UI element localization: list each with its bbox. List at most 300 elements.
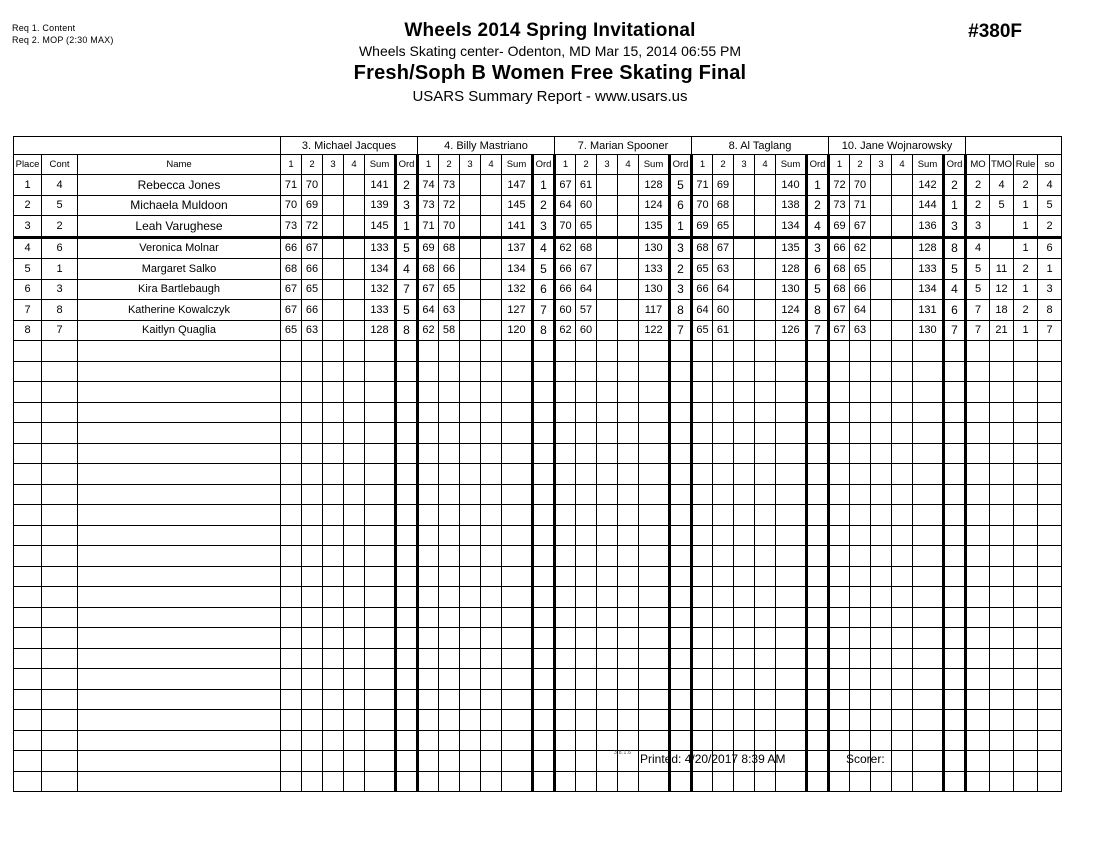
empty-cell [302, 607, 323, 628]
empty-cell [966, 669, 990, 690]
empty-cell [323, 771, 344, 792]
row-j5-score-4 [892, 216, 913, 238]
row-contestant-number: 8 [42, 300, 78, 321]
empty-cell [281, 730, 302, 751]
requirement-line-2: Req 2. MOP (2:30 MAX) [12, 35, 114, 45]
empty-cell [576, 382, 597, 403]
empty-cell [344, 730, 365, 751]
empty-cell [713, 423, 734, 444]
empty-cell [990, 423, 1014, 444]
row-place: 5 [14, 259, 42, 280]
empty-cell [418, 361, 439, 382]
empty-cell [78, 525, 281, 546]
col-header-j3-2: 2 [576, 155, 597, 175]
row-j3-score-2: 68 [576, 237, 597, 259]
empty-cell [1038, 587, 1062, 608]
row-j5-score-2: 65 [850, 259, 871, 280]
empty-cell [439, 587, 460, 608]
empty-cell [281, 505, 302, 526]
empty-cell [734, 546, 755, 567]
empty-cell [14, 484, 42, 505]
row-j4-score-4 [755, 195, 776, 216]
empty-cell [597, 710, 618, 731]
empty-cell [344, 341, 365, 362]
empty-cell [78, 423, 281, 444]
empty-cell [302, 648, 323, 669]
empty-cell [42, 382, 78, 403]
empty-cell [692, 566, 713, 587]
empty-cell [502, 628, 533, 649]
empty-cell [755, 361, 776, 382]
empty-cell [713, 382, 734, 403]
empty-cell [990, 546, 1014, 567]
empty-cell [944, 689, 966, 710]
row-j5-score-1: 67 [829, 320, 850, 341]
row-j3-score-4 [618, 279, 639, 300]
empty-cell [892, 751, 913, 772]
empty-cell [14, 361, 42, 382]
tail-header-spacer [966, 137, 1062, 155]
empty-cell [42, 751, 78, 772]
empty-cell [1038, 628, 1062, 649]
empty-cell [850, 566, 871, 587]
row-j3-score-3 [597, 195, 618, 216]
empty-cell [502, 607, 533, 628]
row-so: 8 [1038, 300, 1062, 321]
empty-cell [302, 423, 323, 444]
empty-cell [734, 443, 755, 464]
empty-cell [913, 484, 944, 505]
empty-cell [597, 464, 618, 485]
empty-cell [302, 730, 323, 751]
judge-header-5: 10. Jane Wojnarowsky [829, 137, 966, 155]
judge-header-4: 8. Al Taglang [692, 137, 829, 155]
empty-cell [281, 607, 302, 628]
empty-cell [807, 710, 829, 731]
empty-cell [597, 587, 618, 608]
empty-cell [913, 443, 944, 464]
row-j4-score-2: 67 [713, 237, 734, 259]
row-j4-score-1: 69 [692, 216, 713, 238]
empty-cell [365, 382, 396, 403]
row-j1-score-2: 65 [302, 279, 323, 300]
empty-cell [502, 587, 533, 608]
empty-cell [533, 771, 555, 792]
row-j4-score-3 [734, 259, 755, 280]
row-j3-score-4 [618, 300, 639, 321]
empty-cell [1038, 689, 1062, 710]
empty-cell [639, 730, 670, 751]
empty-cell [807, 771, 829, 792]
empty-cell [990, 689, 1014, 710]
row-rule: 1 [1014, 216, 1038, 238]
empty-cell [990, 402, 1014, 423]
empty-cell [418, 464, 439, 485]
empty-cell [533, 689, 555, 710]
empty-cell [418, 771, 439, 792]
row-so: 4 [1038, 175, 1062, 196]
empty-cell [481, 525, 502, 546]
empty-cell [1038, 546, 1062, 567]
row-j3-score-2: 61 [576, 175, 597, 196]
empty-cell [990, 710, 1014, 731]
empty-cell [713, 341, 734, 362]
row-j1-score-2: 70 [302, 175, 323, 196]
empty-cell [618, 730, 639, 751]
col-header-j1-2: 2 [302, 155, 323, 175]
empty-cell [639, 710, 670, 731]
row-j4-score-2: 61 [713, 320, 734, 341]
row-j5-score-3 [871, 300, 892, 321]
empty-cell [892, 546, 913, 567]
empty-cell [42, 628, 78, 649]
empty-cell [966, 730, 990, 751]
empty-cell [639, 525, 670, 546]
row-j5-ord: 5 [944, 259, 966, 280]
empty-cell [807, 423, 829, 444]
empty-cell [439, 505, 460, 526]
empty-cell [533, 751, 555, 772]
row-j3-score-3 [597, 279, 618, 300]
empty-cell [776, 689, 807, 710]
empty-cell [481, 546, 502, 567]
empty-cell [618, 710, 639, 731]
empty-cell [639, 423, 670, 444]
empty-cell [639, 607, 670, 628]
col-header-j1-sum: Sum [365, 155, 396, 175]
row-j5-score-4 [892, 237, 913, 259]
empty-cell [892, 341, 913, 362]
results-table [13, 136, 1062, 792]
empty-cell [576, 751, 597, 772]
row-j4-ord: 5 [807, 279, 829, 300]
empty-cell [597, 628, 618, 649]
row-mo: 4 [966, 237, 990, 259]
empty-cell [618, 341, 639, 362]
row-j4-score-2: 68 [713, 195, 734, 216]
empty-cell [576, 730, 597, 751]
empty-cell [990, 751, 1014, 772]
row-mo: 5 [966, 259, 990, 280]
empty-cell [755, 607, 776, 628]
empty-cell [734, 566, 755, 587]
empty-cell [555, 710, 576, 731]
empty-cell [78, 484, 281, 505]
row-j2-sum: 132 [502, 279, 533, 300]
col-header-j2-4: 4 [481, 155, 502, 175]
table-row-empty [14, 566, 1062, 587]
empty-cell [78, 689, 281, 710]
empty-cell [966, 751, 990, 772]
empty-cell [14, 587, 42, 608]
empty-cell [555, 689, 576, 710]
row-j2-score-1: 64 [418, 300, 439, 321]
empty-cell [502, 751, 533, 772]
row-j4-ord: 3 [807, 237, 829, 259]
empty-cell [14, 648, 42, 669]
row-j4-score-1: 66 [692, 279, 713, 300]
empty-cell [365, 607, 396, 628]
empty-cell [966, 587, 990, 608]
col-header-j1-3: 3 [323, 155, 344, 175]
empty-cell [460, 505, 481, 526]
report-subtitle: USARS Summary Report - www.usars.us [412, 88, 688, 105]
empty-cell [639, 341, 670, 362]
empty-cell [323, 525, 344, 546]
empty-cell [78, 505, 281, 526]
empty-cell [42, 546, 78, 567]
empty-cell [913, 771, 944, 792]
software-version: 3.8.1.6 [614, 750, 632, 756]
empty-cell [1014, 423, 1038, 444]
empty-cell [966, 710, 990, 731]
empty-cell [597, 730, 618, 751]
empty-cell [618, 546, 639, 567]
row-j1-score-3 [323, 300, 344, 321]
empty-cell [1014, 751, 1038, 772]
empty-cell [807, 566, 829, 587]
empty-cell [576, 607, 597, 628]
empty-cell [555, 607, 576, 628]
row-j5-score-3 [871, 175, 892, 196]
row-j5-score-2: 71 [850, 195, 871, 216]
empty-cell [555, 382, 576, 403]
empty-cell [42, 341, 78, 362]
row-j2-score-1: 69 [418, 237, 439, 259]
empty-cell [439, 669, 460, 690]
empty-cell [1014, 505, 1038, 526]
empty-cell [460, 710, 481, 731]
empty-cell [776, 525, 807, 546]
empty-cell [713, 505, 734, 526]
row-j4-ord: 1 [807, 175, 829, 196]
row-j2-score-1: 71 [418, 216, 439, 238]
row-j5-score-3 [871, 279, 892, 300]
empty-cell [990, 771, 1014, 792]
table-head [14, 137, 1062, 175]
row-j4-sum: 134 [776, 216, 807, 238]
row-j2-sum: 134 [502, 259, 533, 280]
row-j1-score-2: 67 [302, 237, 323, 259]
empty-cell [807, 443, 829, 464]
empty-cell [807, 607, 829, 628]
empty-cell [713, 648, 734, 669]
empty-cell [365, 443, 396, 464]
empty-cell [502, 484, 533, 505]
row-j5-sum: 130 [913, 320, 944, 341]
empty-cell [281, 464, 302, 485]
row-j5-ord: 3 [944, 216, 966, 238]
row-j1-score-2: 66 [302, 300, 323, 321]
empty-cell [990, 648, 1014, 669]
empty-cell [42, 525, 78, 546]
col-header-j5-2: 2 [850, 155, 871, 175]
empty-cell [502, 525, 533, 546]
empty-cell [850, 607, 871, 628]
empty-cell [692, 546, 713, 567]
judge-header-1: 3. Michael Jacques [281, 137, 418, 155]
empty-cell [344, 689, 365, 710]
empty-cell [460, 566, 481, 587]
empty-cell [418, 669, 439, 690]
col-header-name: Name [78, 155, 281, 175]
row-skater-name: Kira Bartlebaugh [78, 279, 281, 300]
empty-cell [502, 669, 533, 690]
row-contestant-number: 7 [42, 320, 78, 341]
row-j4-score-1: 71 [692, 175, 713, 196]
empty-cell [1038, 607, 1062, 628]
empty-cell [323, 382, 344, 403]
empty-cell [618, 464, 639, 485]
empty-cell [597, 443, 618, 464]
empty-cell [1038, 361, 1062, 382]
empty-cell [618, 648, 639, 669]
row-j5-ord: 8 [944, 237, 966, 259]
empty-cell [892, 771, 913, 792]
empty-cell [14, 669, 42, 690]
empty-cell [944, 587, 966, 608]
empty-cell [323, 341, 344, 362]
empty-cell [418, 525, 439, 546]
empty-cell [14, 443, 42, 464]
empty-cell [944, 628, 966, 649]
empty-cell [597, 484, 618, 505]
empty-cell [1038, 710, 1062, 731]
row-j3-score-1: 70 [555, 216, 576, 238]
row-skater-name: Veronica Molnar [78, 237, 281, 259]
empty-cell [576, 771, 597, 792]
empty-cell [892, 443, 913, 464]
row-j1-sum: 133 [365, 237, 396, 259]
empty-cell [639, 648, 670, 669]
empty-cell [734, 382, 755, 403]
empty-cell [597, 689, 618, 710]
row-j4-score-2: 64 [713, 279, 734, 300]
empty-cell [829, 525, 850, 546]
empty-cell [966, 689, 990, 710]
empty-cell [533, 464, 555, 485]
empty-cell [281, 423, 302, 444]
empty-cell [829, 361, 850, 382]
empty-cell [755, 771, 776, 792]
empty-cell [713, 525, 734, 546]
empty-cell [639, 669, 670, 690]
empty-cell [555, 566, 576, 587]
empty-cell [14, 730, 42, 751]
empty-cell [502, 443, 533, 464]
empty-cell [323, 689, 344, 710]
empty-cell [396, 443, 418, 464]
empty-cell [502, 566, 533, 587]
empty-cell [713, 628, 734, 649]
row-j3-score-2: 65 [576, 216, 597, 238]
empty-cell [913, 505, 944, 526]
empty-cell [396, 505, 418, 526]
col-header-j4-4: 4 [755, 155, 776, 175]
empty-cell [871, 505, 892, 526]
empty-cell [555, 669, 576, 690]
empty-cell [639, 546, 670, 567]
judge-header-2: 4. Billy Mastriano [418, 137, 555, 155]
col-header-j5-ord: Ord [944, 155, 966, 175]
empty-cell [892, 423, 913, 444]
row-j4-score-1: 64 [692, 300, 713, 321]
empty-cell [734, 505, 755, 526]
row-j2-sum: 127 [502, 300, 533, 321]
empty-cell [418, 484, 439, 505]
empty-cell [944, 751, 966, 772]
empty-cell [576, 710, 597, 731]
empty-cell [692, 341, 713, 362]
row-j2-ord: 7 [533, 300, 555, 321]
empty-cell [576, 525, 597, 546]
empty-cell [966, 382, 990, 403]
row-j2-score-2: 65 [439, 279, 460, 300]
empty-cell [776, 648, 807, 669]
row-j5-score-2: 66 [850, 279, 871, 300]
empty-cell [439, 402, 460, 423]
row-j3-sum: 135 [639, 216, 670, 238]
empty-cell [670, 402, 692, 423]
empty-cell [1014, 730, 1038, 751]
empty-cell [734, 464, 755, 485]
row-place: 8 [14, 320, 42, 341]
empty-cell [302, 484, 323, 505]
printed-timestamp: Printed: 4/20/2017 8:39 AM [640, 752, 786, 766]
empty-cell [78, 628, 281, 649]
row-j5-score-4 [892, 175, 913, 196]
row-mo: 7 [966, 320, 990, 341]
empty-cell [829, 566, 850, 587]
empty-cell [323, 443, 344, 464]
row-j3-score-1: 60 [555, 300, 576, 321]
empty-cell [776, 669, 807, 690]
empty-cell [555, 648, 576, 669]
empty-cell [670, 505, 692, 526]
empty-cell [460, 730, 481, 751]
empty-cell [618, 505, 639, 526]
empty-cell [418, 648, 439, 669]
empty-cell [365, 361, 396, 382]
empty-cell [439, 607, 460, 628]
empty-cell [344, 525, 365, 546]
empty-cell [713, 443, 734, 464]
empty-cell [944, 402, 966, 423]
row-j5-sum: 144 [913, 195, 944, 216]
empty-cell [597, 525, 618, 546]
empty-cell [618, 402, 639, 423]
row-j4-score-4 [755, 216, 776, 238]
row-j2-score-1: 74 [418, 175, 439, 196]
col-header-j1-4: 4 [344, 155, 365, 175]
empty-cell [481, 402, 502, 423]
empty-cell [344, 648, 365, 669]
empty-cell [302, 771, 323, 792]
empty-cell [1038, 443, 1062, 464]
empty-cell [966, 771, 990, 792]
table-body [14, 175, 1062, 792]
empty-cell [618, 443, 639, 464]
row-j4-score-2: 65 [713, 216, 734, 238]
row-j5-score-1: 73 [829, 195, 850, 216]
empty-cell [966, 423, 990, 444]
row-j2-score-3 [460, 279, 481, 300]
empty-cell [597, 341, 618, 362]
empty-cell [533, 648, 555, 669]
empty-cell [576, 402, 597, 423]
row-skater-name: Leah Varughese [78, 216, 281, 238]
empty-cell [966, 525, 990, 546]
